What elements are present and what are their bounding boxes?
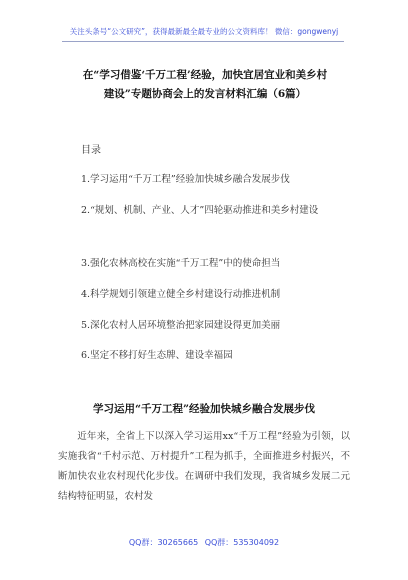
toc-item-6: 6.坚定不移打好生态牌、建设幸福园	[81, 350, 233, 361]
toc-item-4: 4.科学规划引领建立健全乡村建设行动推进机制	[81, 289, 281, 300]
section-title: 学习运用“千万工程”经验加快城乡融合发展步伐	[92, 403, 316, 415]
header-divider	[62, 41, 344, 42]
page-footer-qq-groups: QQ群：30265665 QQ群：535304092	[128, 538, 280, 547]
toc-heading: 目录	[81, 145, 101, 156]
toc-item-3: 3.强化农林高校在实施“千万工程”中的使命担当	[81, 258, 281, 269]
toc-item-1: 1.学习运用“千万工程”经验加快城乡融合发展步伐	[81, 174, 290, 185]
document-title	[58, 66, 352, 104]
toc-item-5: 5.深化农村人居环境整治把家园建设得更加美丽	[81, 320, 281, 331]
document-title-line-2: 建设”专题协商会上的发言材料汇编（6篇）	[103, 88, 307, 100]
body-paragraph	[58, 427, 350, 507]
page-header-notice: 关注头条号“公文研究”，获得最新最全最专业的公文资料库！ 微信：gongwenyj	[69, 27, 339, 36]
document-title-line-1: 在“学习借鉴‘千万工程’经验，加快宜居宜业和美乡村	[82, 69, 328, 81]
toc-item-2: 2.“规划、机制、产业、人才”四轮驱动推进和美乡村建设	[81, 205, 319, 216]
body-paragraph-text: 近年来，全省上下以深入学习运用xx“千万工程”经验为引领，以实施我省“千村示范、万村提升”工程为抓手，全面推进乡村振兴，不断加快农业农村现代化步伐。在调研中我们发现，我省城乡发展二元结构特征明显，农村发	[58, 431, 350, 502]
